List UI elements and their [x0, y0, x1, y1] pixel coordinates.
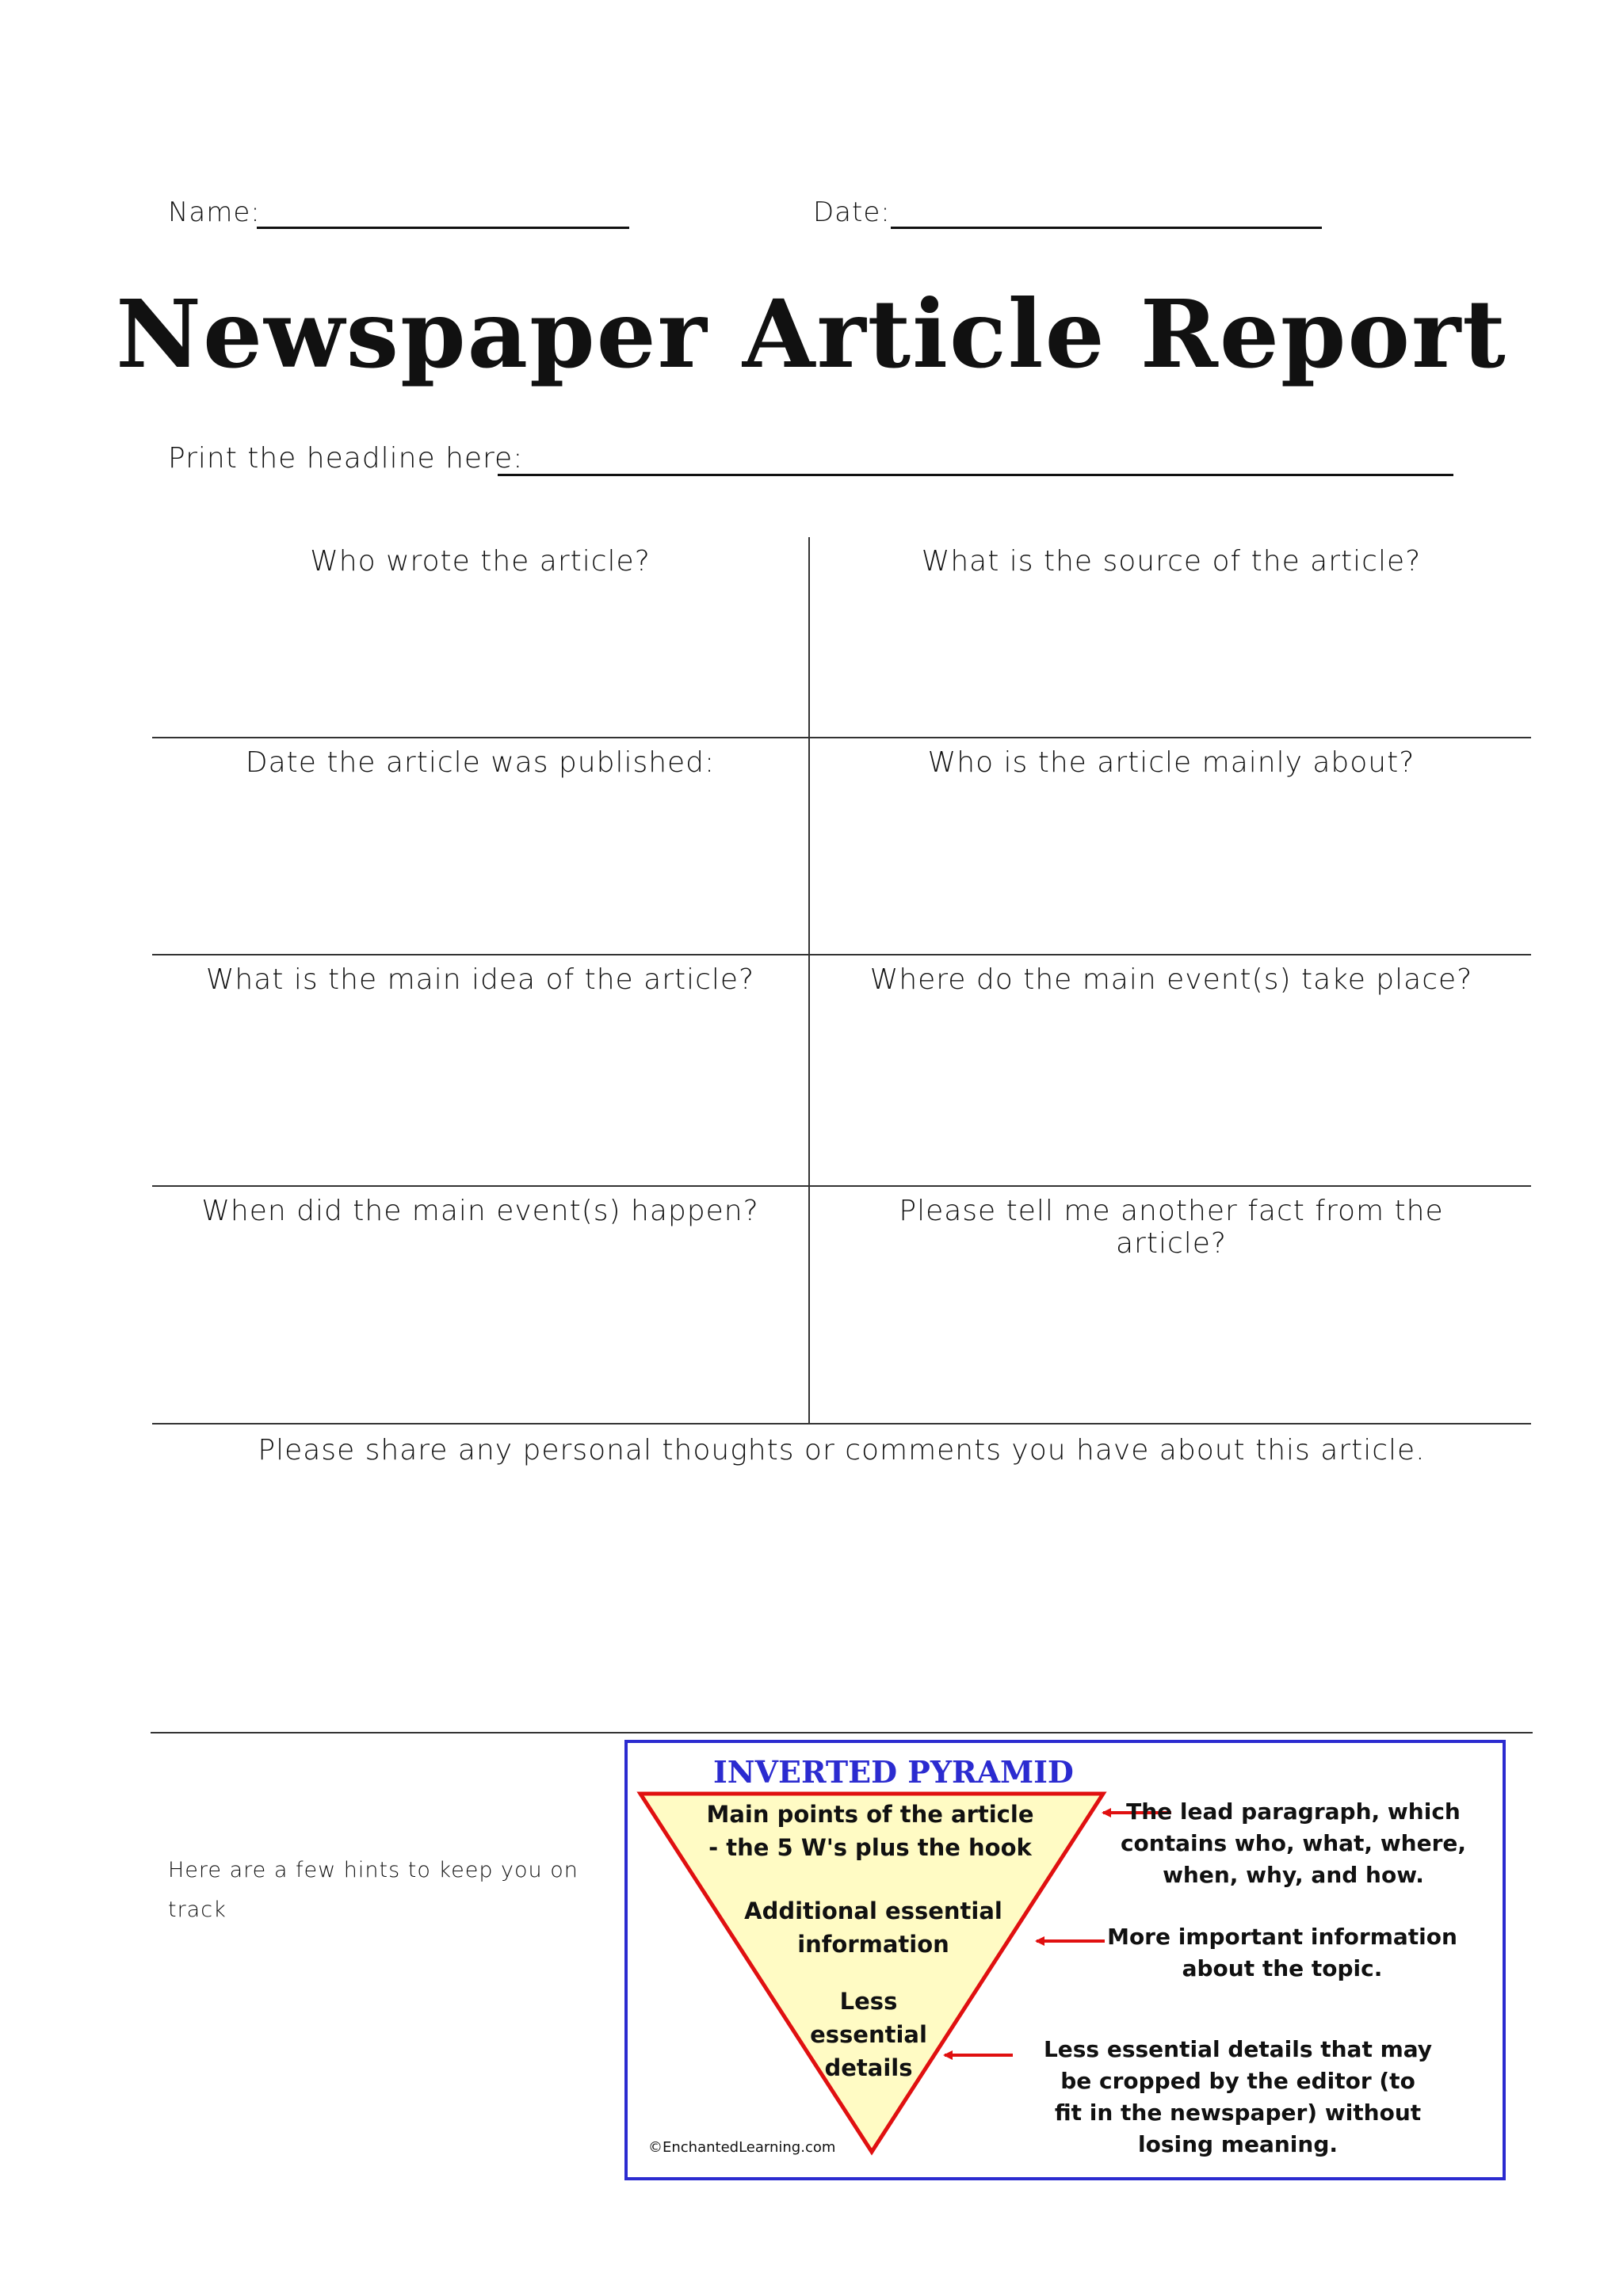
- grid-row-divider-4: [152, 1423, 1531, 1425]
- grid-row-divider-1: [152, 737, 1531, 738]
- mainly-about-prompt: Who is the article mainly about?: [927, 746, 1415, 779]
- note3-line1: Less essential details that may: [1043, 2036, 1433, 2062]
- comments-prompt: Please share any personal thoughts or comments you have about this article.: [258, 1434, 1426, 1466]
- level2-line1: Additional essential: [744, 1897, 1002, 1924]
- level3-line1: Less: [839, 1988, 898, 2015]
- headline-label: Print the headline here:: [168, 442, 524, 475]
- page-title: Newspaper Article Report: [116, 279, 1507, 389]
- note1-line3: when, why, and how.: [1163, 1862, 1424, 1888]
- note3-line3: fit in the newspaper) without: [1054, 2100, 1422, 2126]
- note3-line2: be cropped by the editor (to: [1060, 2068, 1415, 2094]
- level3-line2: essential: [810, 2021, 927, 2048]
- level1-line2: - the 5 W's plus the hook: [708, 1834, 1032, 1861]
- note2-line2: about the topic.: [1182, 1955, 1383, 1981]
- note1-line1: The lead paragraph, which: [1126, 1798, 1461, 1825]
- source-prompt: What is the source of the article?: [921, 545, 1422, 578]
- note2-line1: More important information: [1107, 1924, 1457, 1950]
- where-prompt: Where do the main event(s) take place?: [869, 963, 1473, 996]
- grid-row-divider-3: [152, 1185, 1531, 1187]
- headline-field[interactable]: [498, 474, 1453, 476]
- pyramid-title: INVERTED PYRAMID: [713, 1754, 1074, 1790]
- level1-line1: Main points of the article: [706, 1801, 1034, 1828]
- another-fact-prompt: Please tell me another fact from the article?: [899, 1195, 1444, 1260]
- date-published-prompt: Date the article was published:: [245, 746, 716, 779]
- note1-line2: contains who, what, where,: [1120, 1830, 1467, 1856]
- when-prompt: When did the main event(s) happen?: [201, 1195, 759, 1227]
- inverted-pyramid-diagram: [624, 1740, 1506, 2180]
- date-field[interactable]: [891, 227, 1322, 229]
- credit-text: ©EnchantedLearning.com: [648, 2139, 836, 2156]
- grid-center-divider: [808, 537, 810, 1423]
- inverted-pyramid-svg: [628, 1743, 1503, 2177]
- main-idea-prompt: What is the main idea of the article?: [205, 963, 755, 996]
- who-wrote-prompt: Who wrote the article?: [310, 545, 651, 578]
- name-label: Name:: [168, 196, 261, 228]
- comments-bottom-divider: [151, 1732, 1533, 1733]
- name-field[interactable]: [257, 227, 629, 229]
- note3-line4: losing meaning.: [1137, 2131, 1338, 2157]
- hints-text: Here are a few hints to keep you on track: [168, 1858, 579, 1922]
- grid-row-divider-2: [152, 954, 1531, 955]
- date-label: Date:: [813, 196, 891, 228]
- level2-line2: information: [797, 1931, 949, 1958]
- level3-line3: details: [824, 2054, 913, 2081]
